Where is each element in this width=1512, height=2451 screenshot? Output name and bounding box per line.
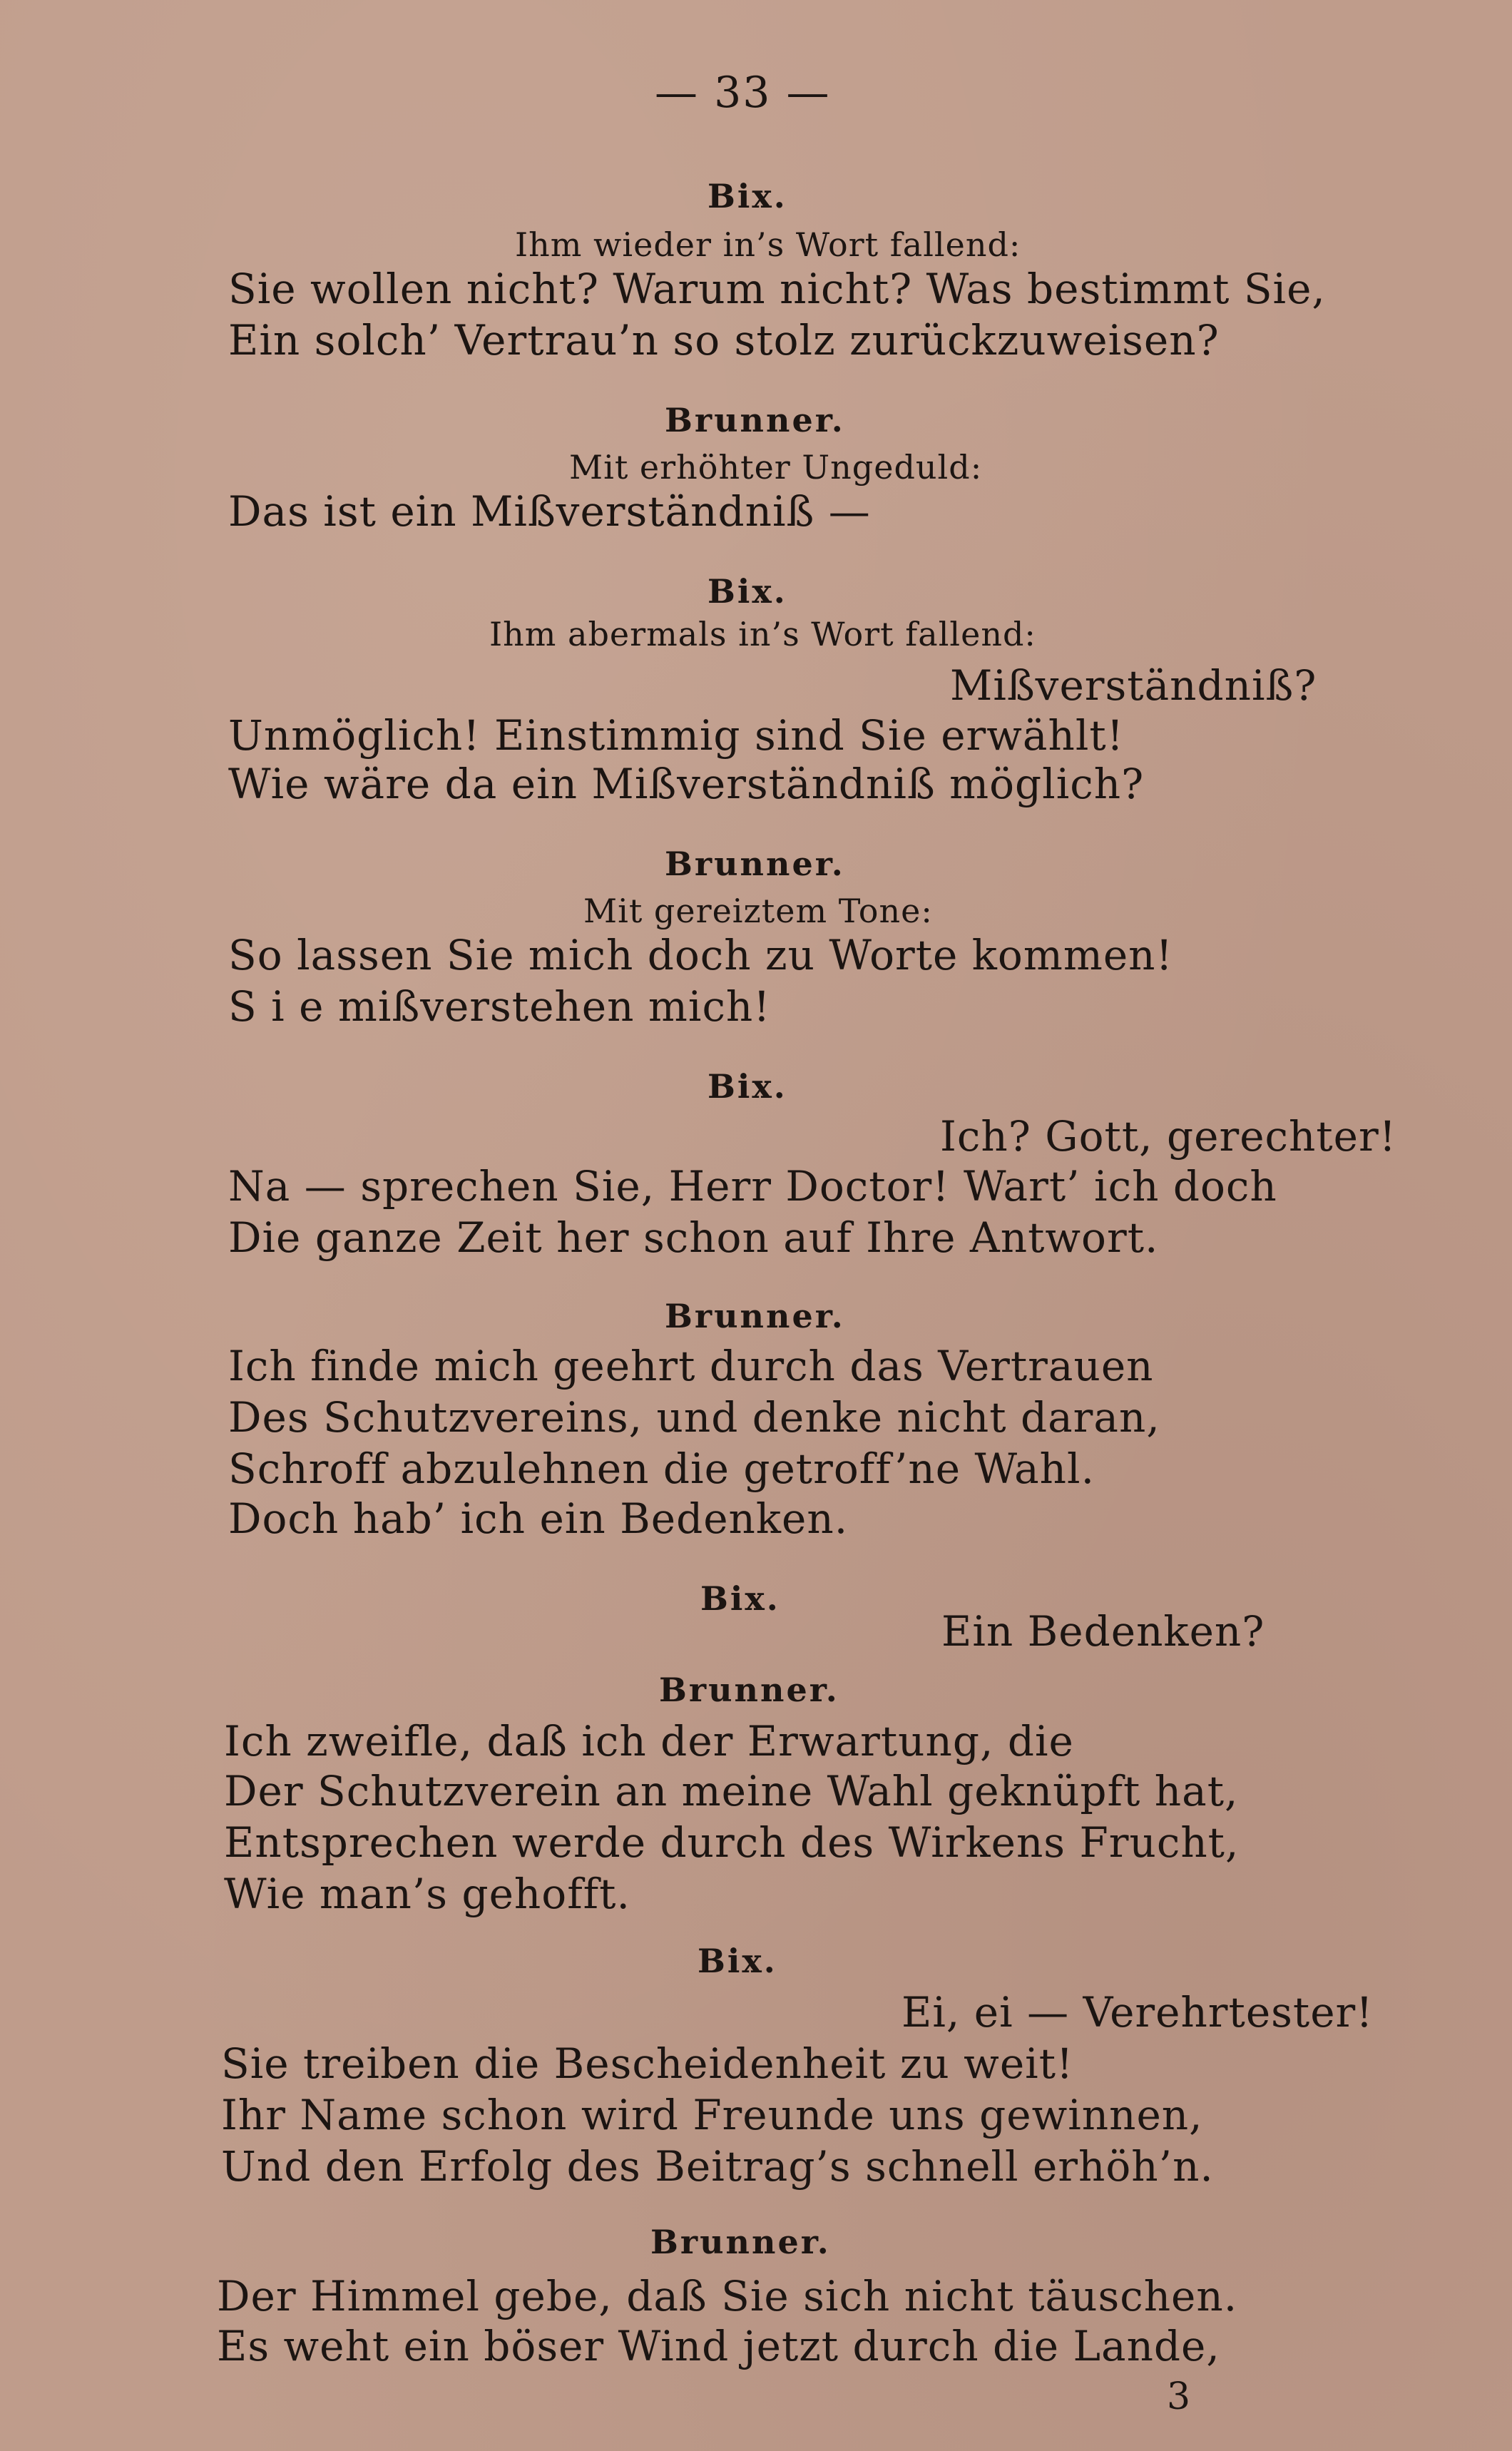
verse-line: Na — sprechen Sie, Herr Doctor! Wart’ ich doch [228, 1162, 1277, 1211]
verse-line: Entsprechen werde durch des Wirkens Frucht, [224, 1818, 1240, 1867]
speaker-name: Bix. [708, 572, 787, 611]
stage-direction: Mit gereiztem Tone: [583, 892, 933, 930]
verse-line: Ich zweifle, daß ich der Erwartung, die [224, 1717, 1074, 1765]
page-number: — 33 — [655, 68, 831, 118]
speaker-name: Brunner. [665, 845, 845, 883]
speaker-name: Bix. [708, 177, 787, 215]
verse-line: Wie man’s gehofft. [224, 1870, 630, 1918]
speaker-name: Brunner. [665, 401, 845, 439]
verse-line: Sie wollen nicht? Warum nicht? Was bestimmt Sie, [228, 265, 1326, 313]
verse-line: So lassen Sie mich doch zu Worte kommen! [228, 931, 1173, 979]
stage-direction: Ihm abermals in’s Wort fallend: [489, 615, 1036, 653]
speaker-name: Brunner. [659, 1671, 839, 1709]
verse-line: Mißverständniß? [950, 661, 1317, 710]
speaker-name: Bix. [698, 1942, 777, 1980]
verse-line: Sie treiben die Bescheidenheit zu weit! [221, 2039, 1074, 2088]
verse-line: Die ganze Zeit her schon auf Ihre Antwort. [228, 1213, 1159, 1262]
verse-line: Ich? Gott, gerechter! [940, 1112, 1397, 1161]
verse-line: Das ist ein Mißverständniß — [228, 487, 871, 536]
verse-line: Ein Bedenken? [941, 1607, 1265, 1656]
stage-direction: Ihm wieder in’s Wort fallend: [515, 225, 1021, 264]
verse-line: Ei, ei — Verehrtester! [901, 1988, 1374, 2037]
verse-line: Ich finde mich geehrt durch das Vertrauen [228, 1342, 1154, 1390]
verse-line: Ein solch’ Vertrau’n so stolz zurückzuweisen? [228, 316, 1220, 365]
verse-line: Des Schutzvereins, und denke nicht daran, [228, 1393, 1160, 1442]
verse-line: Der Schutzverein an meine Wahl geknüpft hat, [224, 1767, 1239, 1815]
verse-line: Und den Erfolg des Beitrag’s schnell erhöh’n. [221, 2142, 1214, 2191]
verse-line: Ihr Name schon wird Freunde uns gewinnen, [221, 2091, 1203, 2139]
verse-line: Der Himmel gebe, daß Sie sich nicht täuschen. [217, 2272, 1238, 2320]
verse-line: Wie wäre da ein Mißverständniß möglich? [228, 760, 1145, 808]
speaker-name: Bix. [700, 1579, 780, 1618]
verse-line: Schroff abzulehnen die getroff’ne Wahl. [228, 1444, 1095, 1493]
verse-line: Unmöglich! Einstimmig sind Sie erwählt! [228, 711, 1125, 760]
speaker-name: Brunner. [650, 2223, 831, 2261]
verse-line: S i e mißverstehen mich! [228, 982, 771, 1031]
speaker-name: Bix. [708, 1067, 787, 1106]
speaker-name: Brunner. [665, 1297, 845, 1335]
verse-line: Doch hab’ ich ein Bedenken. [228, 1494, 849, 1543]
stage-direction: Mit erhöhter Ungeduld: [569, 448, 983, 486]
sheet-signature: 3 [1167, 2375, 1191, 2418]
verse-line: Es weht ein böser Wind jetzt durch die Lande, [217, 2322, 1220, 2370]
